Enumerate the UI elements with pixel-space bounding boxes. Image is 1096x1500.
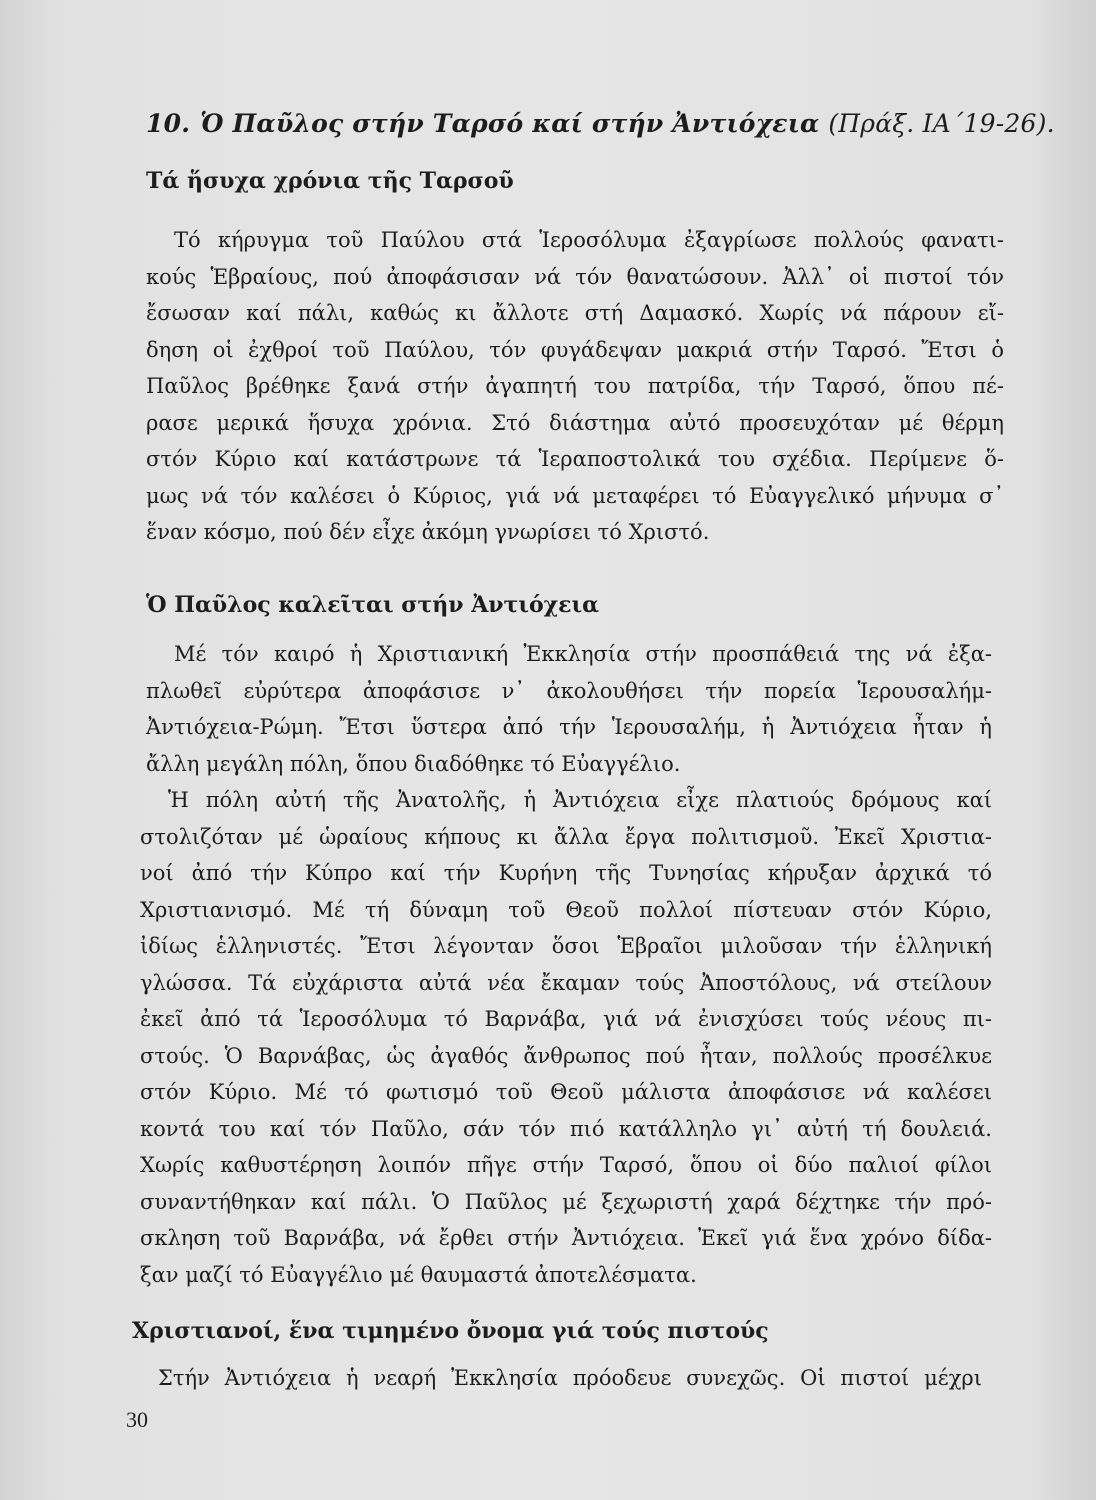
text-line: μως νά τόν καλέσει ὁ Κύριος, γιά νά μεταφέρει τό Εὐαγγελικό μήνυμα σ᾿: [146, 483, 1004, 508]
text-line: Τό κήρυγμα τοῦ Παύλου στά Ἱεροσόλυμα ἐξαγρίωσε πολλούς φανατι-: [174, 228, 1004, 252]
chapter-reference: (Πράξ. ΙΑ΄19-26).: [828, 109, 1055, 138]
text-line: κοντά του καί τόν Παῦλο, σάν τόν πιό κατάλληλο γι᾿ αὐτή τή δουλειά.: [140, 1116, 992, 1141]
text-line: δηση οἱ ἐχθροί τοῦ Παύλου, τόν φυγάδεψαν μακριά στήν Ταρσό. Ἔτσι ὁ: [146, 337, 1004, 362]
paragraph-antioch-city: [140, 782, 992, 1293]
chapter-title: [146, 108, 1055, 140]
text-line: Ἡ πόλη αὐτή τῆς Ἀνατολῆς, ἡ Ἀντιόχεια εἶχε πλατιούς δρόμους καί: [168, 788, 992, 812]
text-line: ἐκεῖ ἀπό τά Ἱεροσόλυμα τό Βαρνάβα, γιά νά ἐνισχύσει τούς νέους πι-: [140, 1007, 992, 1031]
text-line: γλώσσα. Τά εὐχάριστα αὐτά νέα ἔκαμαν τούς Ἀποστόλους, νά στείλουν: [140, 970, 992, 995]
page-number: 30: [126, 1407, 148, 1432]
text-line: νοί ἀπό τήν Κύπρο καί τήν Κυρήνη τῆς Τυνησίας κήρυξαν ἀρχικά τό: [140, 861, 992, 885]
text-line: κούς Ἑβραίους, πού ἀποφάσισαν νά τόν θανατώσουν. Ἀλλ᾿ οἱ πιστοί τόν: [146, 264, 1004, 289]
text-line: πλωθεῖ εὐρύτερα ἀποφάσισε ν᾿ ἀκολουθήσει τήν πορεία Ἱερουσαλήμ-: [146, 678, 992, 703]
text-line: Παῦλος βρέθηκε ξανά στήν ἀγαπητή του πατρίδα, τήν Ταρσό, ὅπου πέ-: [146, 374, 1004, 398]
paragraph-quiet-years: [146, 222, 1004, 551]
text-line: Ἀντιόχεια-Ρώμη. Ἔτσι ὕστερα ἀπό τήν Ἱερουσαλήμ, ἡ Ἀντιόχεια ἦταν ἡ: [146, 715, 992, 739]
text-line: συναντήθηκαν καί πάλι. Ὁ Παῦλος μέ ξεχωριστή χαρά δέχτηκε τήν πρό-: [140, 1189, 992, 1214]
paragraph-church-expansion: [146, 636, 992, 782]
text-line: σκληση τοῦ Βαρνάβα, νά ἔρθει στήν Ἀντιόχεια. Ἐκεῖ γιά ἕνα χρόνο δίδα-: [140, 1226, 992, 1250]
text-line: ἄλλη μεγάλη πόλη, ὅπου διαδόθηκε τό Εὐαγγέλιο.: [146, 751, 681, 776]
text-line: στόν Κύριο. Μέ τό φωτισμό τοῦ Θεοῦ μάλιστα ἀποφάσισε νά καλέσει: [140, 1080, 992, 1104]
section-heading-quiet-years: Τά ἥσυχα χρόνια τῆς Ταρσοῦ: [146, 168, 514, 194]
text-line: Χριστιανισμό. Μέ τή δύναμη τοῦ Θεοῦ πολλοί πίστευαν στόν Κύριο,: [140, 897, 992, 922]
text-line: ρασε μερικά ἥσυχα χρόνια. Στό διάστημα αὐτό προσευχόταν μέ θέρμη: [146, 410, 1004, 435]
text-line: ἔσωσαν καί πάλι, καθώς κι ἄλλοτε στή Δαμασκό. Χωρίς νά πάρουν εἴ-: [146, 301, 1004, 325]
paragraph-young-church: [130, 1360, 982, 1397]
text-line: Χωρίς καθυστέρηση λοιπόν πῆγε στήν Ταρσό, ὅπου οἱ δύο παλιοί φίλοι: [140, 1153, 992, 1177]
text-line: Στήν Ἀντιόχεια ἡ νεαρή Ἐκκλησία πρόοδευε συνεχῶς. Οἱ πιστοί μέχρι: [158, 1366, 982, 1390]
text-line: ἰδίως ἑλληνιστές. Ἔτσι λέγονταν ὅσοι Ἑβραῖοι μιλοῦσαν τήν ἑλληνική: [140, 934, 992, 958]
text-line: στούς. Ὁ Βαρνάβας, ὡς ἀγαθός ἄνθρωπος πού ἦταν, πολλούς προσέλκυε: [140, 1043, 992, 1068]
text-line: στόν Κύριο καί κατάστρωνε τά Ἱεραποστολικά του σχέδια. Περίμενε ὅ-: [146, 447, 1004, 471]
chapter-number: 10.: [146, 109, 191, 138]
text-line: Μέ τόν καιρό ἡ Χριστιανική Ἐκκλησία στήν προσπάθειά της νά ἐξα-: [174, 642, 992, 666]
text-line: ἕναν κόσμο, πού δέν εἶχε ἀκόμη γνωρίσει τό Χριστό.: [146, 520, 710, 544]
section-heading-christians-name: Χριστιανοί, ἕνα τιμημένο ὄνομα γιά τούς πιστούς: [132, 1318, 769, 1344]
text-line: ξαν μαζί τό Εὐαγγέλιο μέ θαυμαστά ἀποτελέσματα.: [140, 1262, 697, 1287]
section-heading-antioch-call: Ὁ Παῦλος καλεῖται στήν Ἀντιόχεια: [146, 592, 600, 618]
chapter-title-text: Ὁ Παῦλος στήν Ταρσό καί στήν Ἀντιόχεια: [200, 109, 820, 138]
text-line: στολιζόταν μέ ὡραίους κήπους κι ἄλλα ἔργα πολιτισμοῦ. Ἐκεῖ Χριστια-: [140, 824, 992, 849]
